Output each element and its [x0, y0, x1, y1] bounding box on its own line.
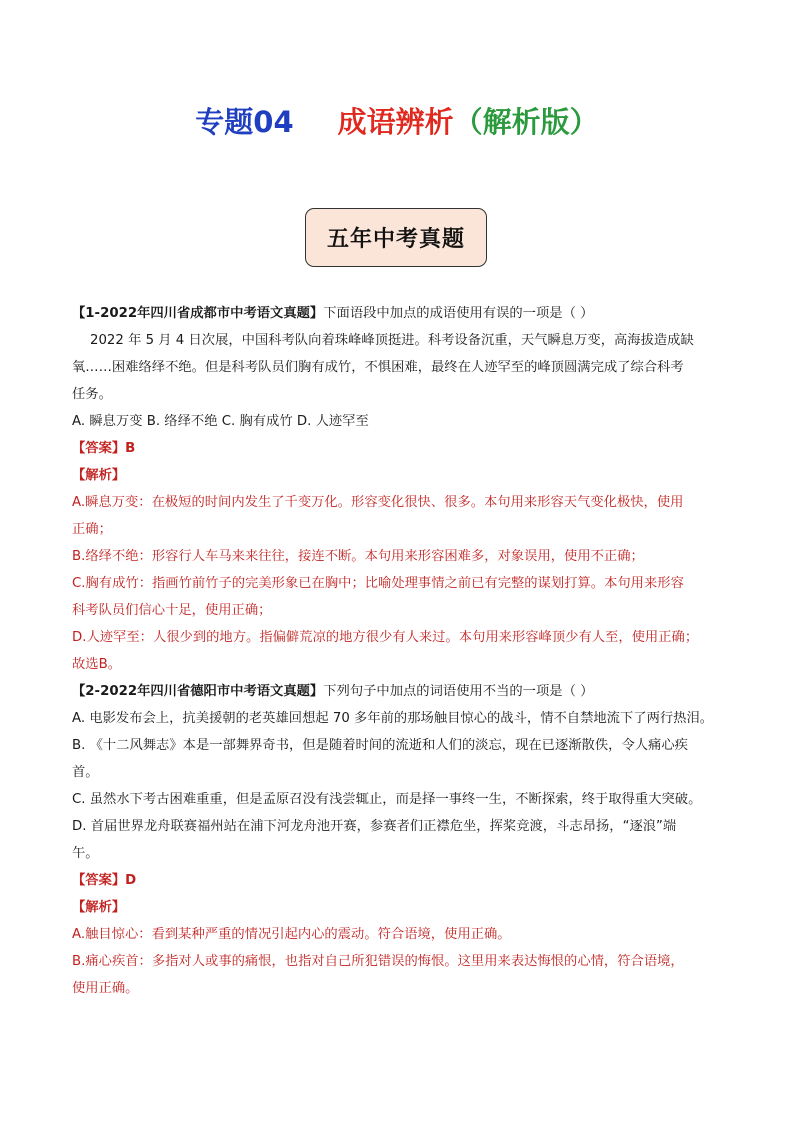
section-banner [305, 208, 487, 267]
question-1-analysis-line: 故选B。 [72, 657, 122, 672]
question-1-analysis-line: D.人迹罕至：人很少到的地方。指偏僻荒凉的地方很少有人来过。本句用来形容峰顶少有人至，使用正确； [72, 630, 699, 645]
question-2-option-line: C. 虽然水下考古困难重重，但是孟原召没有浅尝辄止，而是择一事终一生，不断探索，终于取得重大突破。 [72, 792, 702, 807]
title-topic-name: 成语辨析 [337, 105, 454, 139]
question-2-analysis-label: 【解析】 [72, 900, 126, 915]
question-2-analysis-line: A.触目惊心：看到某种严重的情况引起内心的震动。符合语境，使用正确。 [72, 927, 511, 942]
question-2-option-line: B. 《十二风舞志》本是一部舞界奇书，但是随着时间的流逝和人们的淡忘，现在已逐渐散佚，令人痛心疾 [72, 738, 688, 753]
question-2-analysis-line: B.痛心疾首：多指对人或事的痛恨，也指对自己所犯错误的悔恨。这里用来表达悔恨的心情，符合语境， [72, 954, 684, 969]
question-1-passage-line: 任务。 [72, 387, 112, 402]
question-1-answer: 【答案】B [72, 441, 136, 456]
question-2-option-line: A. 电影发布会上，抗美援朝的老英雄回想起 70 多年前的那场触目惊心的战斗，情不自禁地流下了两行热泪。 [72, 711, 714, 726]
question-2-option-line: 首。 [72, 765, 99, 780]
question-1-passage-line: 2022 年 5 月 4 日次展，中国科考队向着珠峰峰顶挺进。科考设备沉重，天气瞬息万变，高海拔造成缺 [90, 333, 694, 348]
question-1-analysis-line: A.瞬息万变：在极短的时间内发生了千变万化。形容变化很快、很多。本句用来形容天气变化极快，使用 [72, 495, 684, 510]
question-1-header [72, 300, 724, 327]
section-banner-label: 五年中考真题 [326, 226, 465, 252]
title-edition: （解析版） [453, 105, 599, 139]
question-1-analysis-line: C.胸有成竹：指画竹前竹子的完美形象已在胸中；比喻处理事情之前已有完整的谋划打算。本句用来形容 [72, 576, 684, 591]
question-2-analysis-line: 使用正确。 [72, 981, 139, 996]
question-1-analysis-line: 科考队员们信心十足，使用正确； [72, 603, 272, 618]
question-2-stem: 下列句子中加点的词语使用不当的一项是（ ） [323, 684, 594, 699]
document-body [72, 300, 724, 1002]
question-2-header [72, 678, 724, 705]
question-1-options: A. 瞬息万变 B. 络绎不绝 C. 胸有成竹 D. 人迹罕至 [72, 414, 369, 429]
question-2-option-line: D. 首届世界龙舟联赛福州站在浦下河龙舟池开赛，参赛者们正襟危坐，挥桨竞渡，斗志昂扬，“逐浪”端 [72, 819, 677, 834]
question-1-analysis-line: 正确； [72, 522, 112, 537]
question-1-stem: 下面语段中加点的成语使用有误的一项是（ ） [323, 306, 594, 321]
question-1-analysis-label: 【解析】 [72, 468, 126, 483]
title-topic-number: 专题04 [195, 105, 294, 139]
question-2-tag: 【2-2022年四川省德阳市中考语文真题】 [72, 684, 324, 699]
question-1-passage-line: 氧……困难络绎不绝。但是科考队员们胸有成竹，不惧困难，最终在人迹罕至的峰顶圆满完成了综合科考 [72, 360, 684, 375]
page-title [0, 100, 794, 141]
question-2-answer: 【答案】D [72, 873, 137, 888]
question-1-tag: 【1-2022年四川省成都市中考语文真题】 [72, 306, 324, 321]
question-1-analysis-line: B.络绎不绝：形容行人车马来来往往，接连不断。本句用来形容困难多，对象误用，使用不正确； [72, 549, 644, 564]
question-2-option-line: 午。 [72, 846, 99, 861]
